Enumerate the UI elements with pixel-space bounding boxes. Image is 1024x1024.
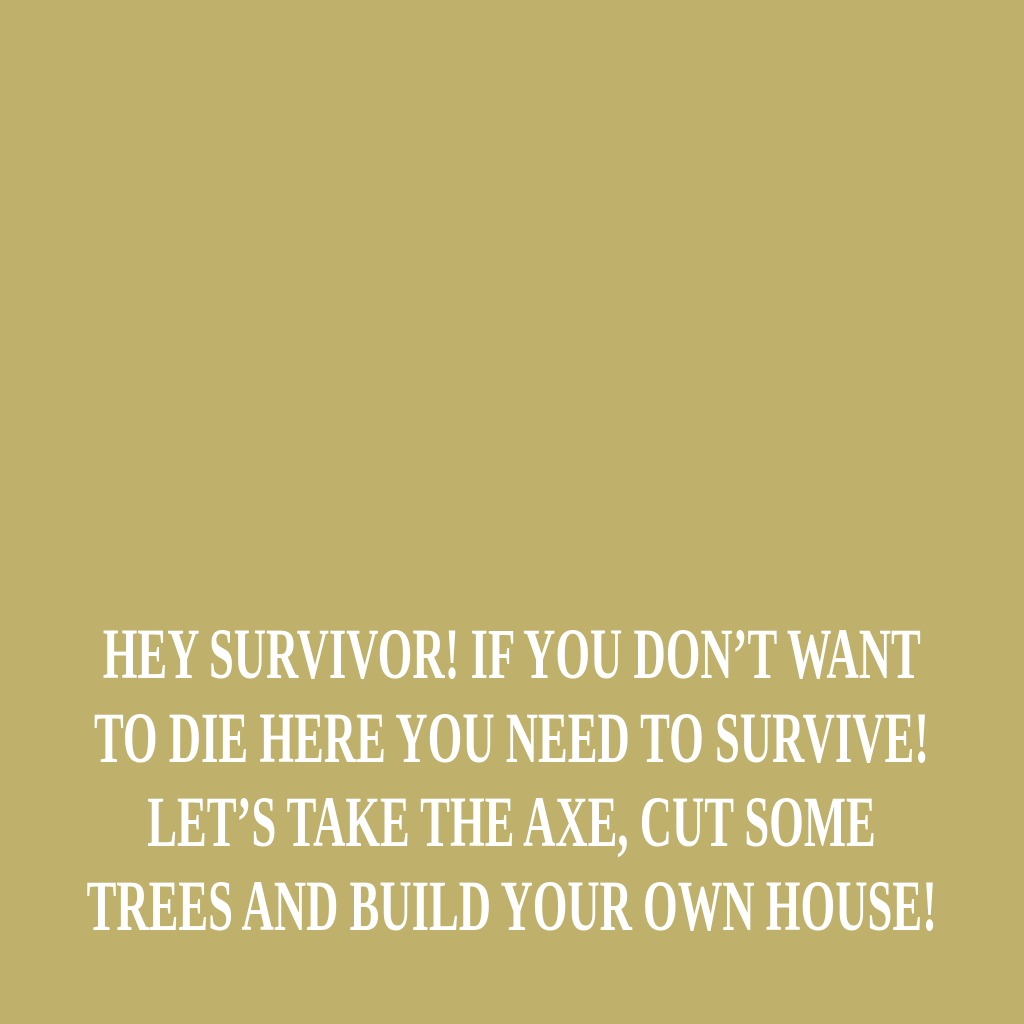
dialog-line-2: TO DIE HERE YOU NEED TO SURVIVE! — [94, 698, 930, 778]
dialog-line-4: TREES AND BUILD YOUR OWN HOUSE! — [86, 866, 938, 946]
tutorial-dialog-text — [0, 612, 1024, 952]
dialog-line-3: LET’S TAKE THE AXE, CUT SOME — [147, 782, 877, 862]
dialog-line-1: HEY SURVIVOR! IF YOU DON’T WANT — [102, 614, 922, 694]
